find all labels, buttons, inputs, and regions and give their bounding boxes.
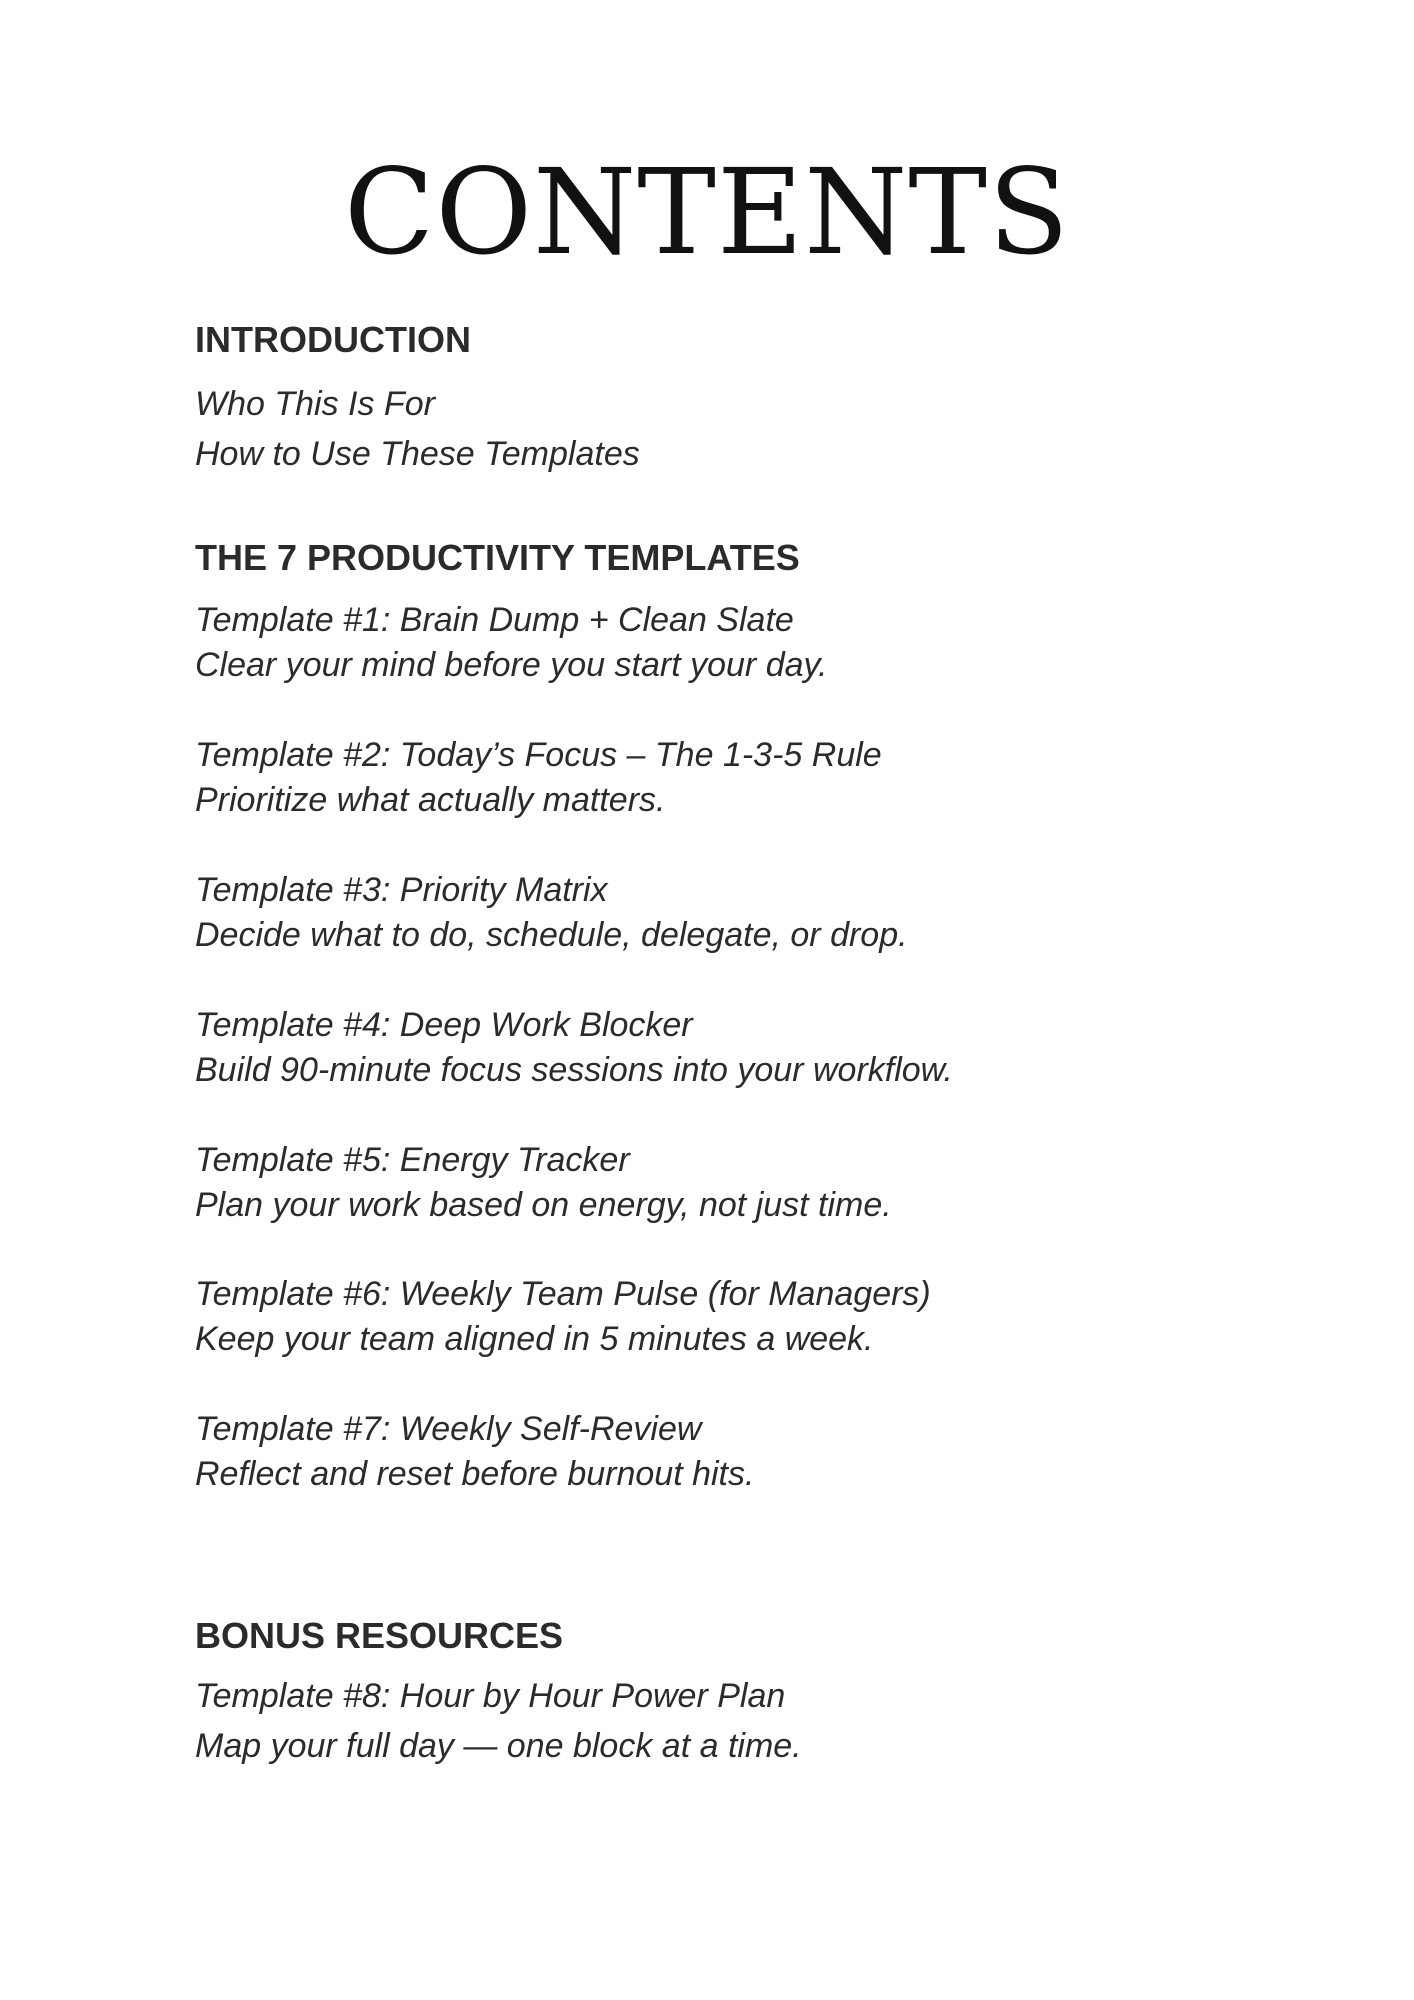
intro-item-who-this-is-for: Who This Is For (195, 385, 435, 423)
section-heading-templates: THE 7 PRODUCTIVITY TEMPLATES (195, 537, 800, 578)
page-title: CONTENTS (344, 143, 1070, 281)
template-1-description: Clear your mind before you start your day. (195, 646, 828, 684)
template-3-description: Decide what to do, schedule, delegate, or drop. (195, 916, 908, 954)
template-6-title: Template #6: Weekly Team Pulse (for Managers) (195, 1275, 931, 1313)
template-7-description: Reflect and reset before burnout hits. (195, 1455, 755, 1493)
template-8-description: Map your full day — one block at a time. (195, 1727, 802, 1765)
template-7-title: Template #7: Weekly Self-Review (195, 1410, 702, 1448)
template-4-description: Build 90-minute focus sessions into your workflow. (195, 1051, 953, 1089)
section-heading-introduction: INTRODUCTION (195, 319, 471, 360)
template-2-description: Prioritize what actually matters. (195, 781, 666, 819)
template-5-description: Plan your work based on energy, not just time. (195, 1186, 892, 1224)
template-8-title: Template #8: Hour by Hour Power Plan (195, 1677, 786, 1715)
template-4-title: Template #4: Deep Work Blocker (195, 1006, 693, 1044)
template-3-title: Template #3: Priority Matrix (195, 871, 608, 909)
template-6-description: Keep your team aligned in 5 minutes a week. (195, 1320, 874, 1358)
intro-item-how-to-use: How to Use These Templates (195, 435, 640, 473)
template-2-title: Template #2: Today’s Focus – The 1-3-5 Rule (195, 736, 882, 774)
template-5-title: Template #5: Energy Tracker (195, 1141, 630, 1179)
template-1-title: Template #1: Brain Dump + Clean Slate (195, 601, 794, 639)
section-heading-bonus: BONUS RESOURCES (195, 1615, 564, 1656)
